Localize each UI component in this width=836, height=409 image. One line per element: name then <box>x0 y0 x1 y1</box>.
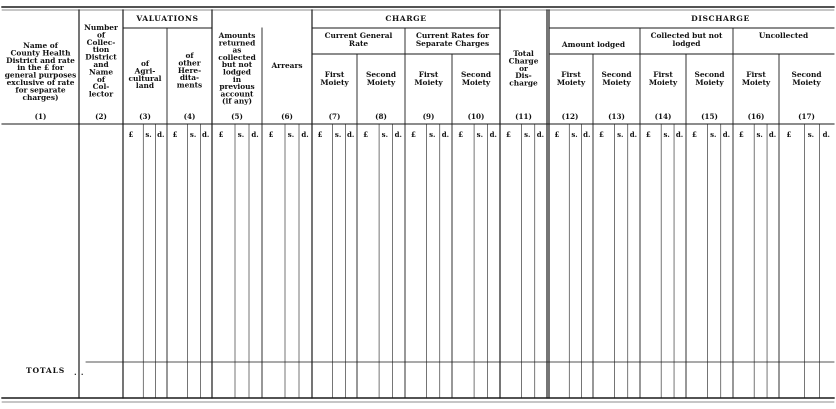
subgroup-separate-charges: Separate Charges <box>415 39 490 48</box>
col11-header: or <box>519 63 528 73</box>
shillings-label: s. <box>237 130 245 139</box>
col1-header: charges) <box>22 92 59 102</box>
pence-label: d. <box>629 130 638 139</box>
column-number: (3) <box>139 112 151 121</box>
shillings-label: s. <box>807 130 815 139</box>
first-moiety-header: Moiety <box>320 78 349 87</box>
col11-header: Charge <box>508 56 539 66</box>
subgroup-collected-not-lodged: lodged <box>672 39 701 48</box>
col4-header: Here- <box>177 65 202 75</box>
column-number: (1) <box>34 112 47 121</box>
col2-header: tion <box>92 45 110 55</box>
col1-header: for separate <box>15 85 66 95</box>
pence-label: d. <box>536 130 545 139</box>
first-moiety-header: First <box>324 70 345 79</box>
pounds-label: £ <box>786 130 792 139</box>
second-moiety-header: Second <box>365 70 397 79</box>
col2-header: of <box>96 74 106 84</box>
pence-label: d. <box>822 130 830 139</box>
col1-header: general purposes <box>4 70 77 80</box>
col1-header: Name of <box>23 41 58 50</box>
shillings-label: s. <box>571 130 578 139</box>
second-moiety-header: Second <box>460 70 492 79</box>
pence-label: d. <box>202 130 210 139</box>
subgroup-collected-not-lodged: Collected but not <box>650 31 723 40</box>
col1-header: exclusive of rate <box>6 78 75 87</box>
column-number: (8) <box>375 112 387 121</box>
col2-header: Name <box>88 67 114 77</box>
second-moiety-header: Second <box>694 70 725 79</box>
col5-header: previous <box>219 82 255 92</box>
col2-header: lector <box>88 89 114 99</box>
shillings-label: s. <box>663 130 670 139</box>
pence-label: d. <box>347 130 355 139</box>
pence-label: d. <box>251 130 259 139</box>
subgroup-amount-lodged: Amount lodged <box>561 40 626 49</box>
group-charge: CHARGE <box>385 14 427 23</box>
second-moiety-header: Second <box>601 70 632 79</box>
col5-header: in <box>232 74 242 84</box>
second-moiety-header: Moiety <box>461 78 491 87</box>
pounds-label: £ <box>458 130 464 139</box>
column-number: (14) <box>654 112 672 121</box>
col2-header: of <box>96 30 106 40</box>
col5-header: but not <box>221 60 253 70</box>
col3-header: cultural <box>128 73 162 83</box>
subgroup-current-general-rate: Rate <box>348 39 369 48</box>
second-moiety-header: Moiety <box>366 78 396 87</box>
pounds-label: £ <box>692 130 697 139</box>
col5-header: returned <box>218 38 256 48</box>
first-moiety-header: First <box>418 70 439 79</box>
pence-label: d. <box>722 130 731 139</box>
col5-header: account <box>220 89 254 99</box>
column-number: (15) <box>701 112 718 121</box>
pounds-label: £ <box>738 130 744 139</box>
pounds-label: £ <box>599 130 604 139</box>
pence-label: d. <box>583 130 591 139</box>
pounds-label: £ <box>268 130 274 139</box>
col4-header: dita- <box>179 73 200 83</box>
shillings-label: s. <box>524 130 531 139</box>
pounds-label: £ <box>317 130 323 139</box>
second-moiety-header: Moiety <box>792 78 821 87</box>
second-moiety-header: Moiety <box>695 78 724 87</box>
column-number: (13) <box>608 112 625 121</box>
col2-header: District <box>85 52 117 62</box>
shillings-label: s. <box>617 130 624 139</box>
pounds-label: £ <box>506 130 511 139</box>
pounds-label: £ <box>218 130 224 139</box>
pence-label: d. <box>441 130 450 139</box>
shillings-label: s. <box>145 130 152 139</box>
shillings-label: s. <box>381 130 389 139</box>
first-moiety-header: Moiety <box>414 78 443 87</box>
column-number: (10) <box>467 112 485 121</box>
pounds-label: £ <box>645 130 651 139</box>
pence-label: d. <box>768 130 777 139</box>
column-number: (16) <box>747 112 765 121</box>
col4-header: of <box>185 51 194 60</box>
col1-header: District and rate <box>6 55 75 65</box>
second-moiety-header: Second <box>791 70 822 79</box>
col5-header: as <box>232 45 242 55</box>
pence-label: d. <box>675 130 684 139</box>
column-number: (7) <box>328 112 341 121</box>
col3-header: Agri- <box>134 66 156 76</box>
pence-label: d. <box>301 130 309 139</box>
shillings-label: s. <box>756 130 763 139</box>
pounds-label: £ <box>128 130 134 139</box>
col2-header: Collec- <box>86 37 116 47</box>
col3-header: of <box>140 59 150 68</box>
first-moiety-header: Moiety <box>648 78 678 87</box>
pounds-label: £ <box>172 130 178 139</box>
shillings-label: s. <box>334 130 342 139</box>
shillings-label: s. <box>287 130 295 139</box>
shillings-label: s. <box>429 130 436 139</box>
pounds-label: £ <box>363 130 369 139</box>
shillings-label: s. <box>476 130 484 139</box>
col2-header: Col- <box>92 82 110 92</box>
first-moiety-header: First <box>746 70 766 79</box>
col3-header: land <box>135 81 155 91</box>
pounds-label: £ <box>554 130 560 139</box>
column-number: (17) <box>798 112 815 121</box>
column-number: (12) <box>561 112 579 121</box>
col2-header: and <box>93 60 109 69</box>
subgroup-current-general-rate: Current General <box>324 31 393 40</box>
col5-header: collected <box>218 52 256 62</box>
second-moiety-header: Moiety <box>602 78 631 87</box>
col6-header: Arrears <box>271 61 303 70</box>
pence-label: d. <box>489 130 497 139</box>
col1-header: County Health <box>10 48 71 58</box>
column-number: (2) <box>95 112 107 121</box>
first-moiety-header: First <box>561 70 581 79</box>
col5-header: Amounts <box>218 31 256 40</box>
col11-header: charge <box>509 78 538 88</box>
col2-header: Number <box>84 23 118 32</box>
group-discharge: DISCHARGE <box>691 14 750 23</box>
col5-header: (if any) <box>221 96 253 106</box>
column-number: (11) <box>515 112 532 121</box>
col4-header: ments <box>176 80 203 90</box>
first-moiety-header: Moiety <box>556 78 586 87</box>
pence-label: d. <box>157 130 165 139</box>
group-valuations: VALUATIONS <box>136 14 199 23</box>
totals-leader-dots: . . <box>74 368 85 377</box>
col11-header: Total <box>513 49 534 58</box>
column-number: (4) <box>183 112 196 121</box>
col11-header: Dis- <box>515 71 532 81</box>
col4-header: other <box>178 58 201 68</box>
column-number: (5) <box>231 112 243 121</box>
first-moiety-header: First <box>653 70 673 79</box>
col1-header: in the £ for <box>17 63 64 73</box>
shillings-label: s. <box>189 130 197 139</box>
col5-header: lodged <box>223 67 251 77</box>
first-moiety-header: Moiety <box>741 78 771 87</box>
pence-label: d. <box>394 130 402 139</box>
shillings-label: s. <box>710 130 717 139</box>
column-number: (6) <box>281 112 293 121</box>
subgroup-uncollected: Uncollected <box>758 31 809 40</box>
subgroup-separate-charges: Current Rates for <box>415 31 490 40</box>
column-number: (9) <box>422 112 435 121</box>
pounds-label: £ <box>411 130 416 139</box>
totals-label: TOTALS <box>26 366 66 375</box>
